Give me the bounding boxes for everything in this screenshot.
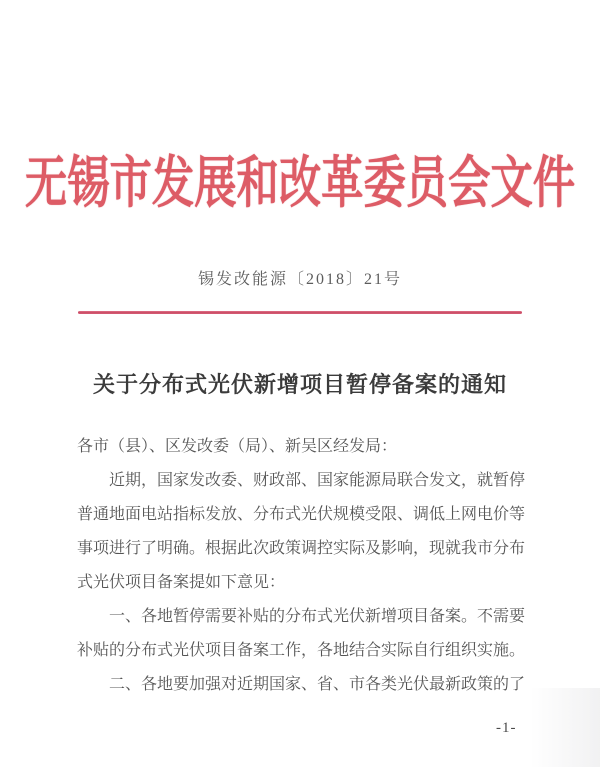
scan-edge-shadow [530,688,600,767]
body-line: 各市（县）、区发改委（局）、新吴区经发局： [77,438,398,455]
body-line: 近期，国家发改委、财政部、国家能源局联合发文，就暂停 [109,472,526,489]
document-number: 锡发改能源〔2018〕21号 [197,271,402,288]
body-line: 补贴的分布式光伏项目备案工作，各地结合实际自行组织实施。 [77,642,526,659]
document-title: 关于分布式光伏新增项目暂停备案的通知 [92,372,507,397]
body-line: 式光伏项目备案提如下意见： [77,574,286,591]
agency-header [0,143,600,215]
body-line: 二、各地要加强对近期国家、省、市各类光伏最新政策的了 [109,676,526,693]
page-number: -1- [496,720,517,736]
document-body [77,430,529,702]
body-line: 事项进行了明确。根据此次政策调控实际及影响，现就我市分布 [77,540,526,557]
red-divider-line [78,311,522,314]
body-line: 一、各地暂停需要补贴的分布式光伏新增项目备案。不需要 [109,608,526,625]
agency-header-title: 无锡市发展和改革委员会文件 [24,152,576,215]
body-line: 普通地面电站指标发放、分布式光伏规模受限、调低上网电价等 [77,506,526,523]
